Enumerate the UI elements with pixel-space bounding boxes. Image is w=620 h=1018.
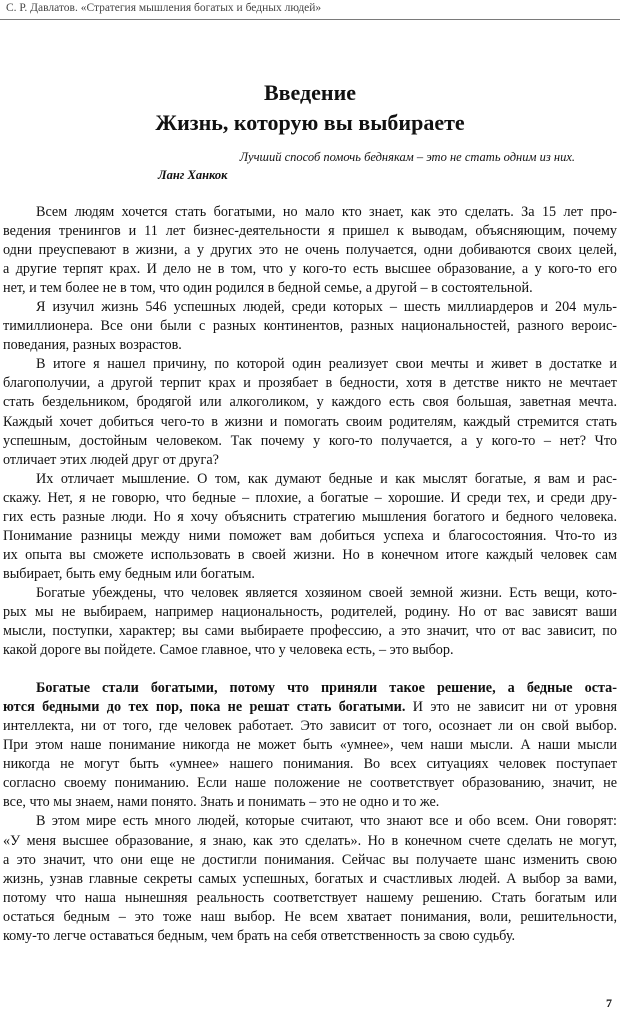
paragraph-6 <box>0 679 620 812</box>
text-line: жизнь, узнав главные секреты самых успешных, богатых и счастливых людей. А выбор за вами, <box>3 870 617 887</box>
text-line: ведения тренингов и 11 лет бизнес-деятельности я пришел к выводам, объясняющим, почему <box>3 223 617 240</box>
text-fragment: И это не зависит ни от уровня <box>405 699 617 716</box>
chapter-title: Введение <box>263 80 357 105</box>
page-number: 7 <box>606 996 612 1010</box>
text-line: мысли, поступки, характер; вы сами выбираете профессию, а это значит, что от вас зависит, по <box>3 623 617 640</box>
text-line: Я изучил жизнь 546 успешных людей, среди которых – шесть миллиардеров и 204 муль- <box>36 299 617 316</box>
header-rule <box>0 19 620 20</box>
paragraph-1 <box>0 203 620 298</box>
paragraph-7 <box>0 812 620 945</box>
text-line: Всем людям хочется стать богатыми, но мало кто знает, как это сделать. За 15 лет про- <box>36 204 617 220</box>
bold-statement: ются бедными до тех пор, пока не решат стать богатыми. <box>3 699 406 716</box>
text-line: кому-то легче оставаться бедным, чем брать на себя ответственность за свою судьбу. <box>3 927 516 944</box>
text-line: никогда не могут быть «умнее» нашего понимания. Во всех ситуациях человек поступает <box>3 756 617 773</box>
text-line: остаться бедным – это тоже наш выбор. Не всем хватает понимания, воли, решительности, <box>3 908 617 925</box>
running-header: С. Р. Давлатов. «Стратегия мышления богатых и бедных людей» <box>6 2 322 14</box>
text-line: В этом мире есть много людей, которые считают, что знают все и обо всем. Они говорят: <box>36 813 617 830</box>
text-line: какой дороге вы пойдете. Самое главное, что у человека есть, – это выбор. <box>3 642 454 659</box>
text-line: Их отличает мышление. О том, как думают бедные и как мыслят богатые, я вам и рас- <box>36 470 617 487</box>
text-line: Каждый хочет добиться чего-то в жизни и помогать своим родителям, каждый стремится стать <box>3 413 617 430</box>
text-line <box>0 698 620 717</box>
text-line: выбирает, быть ему бедным или богатым. <box>3 565 255 582</box>
text-line: одни преуспевают в жизни, а у других это не очень получается, одни добиваются своих целей, <box>3 242 617 259</box>
epigraph-quote: Лучший способ помочь беднякам – это не стать одним из них. <box>239 150 575 164</box>
text-line: согласно своему пониманию. Если наше положение не соответствует образованию, значит, не <box>3 775 617 792</box>
text-line: потому что наша нынешняя реальность соответствует нашему решению. Стать богатым или <box>3 889 617 906</box>
text-line: отличает этих людей друг от друга? <box>3 451 219 468</box>
text-line: Понимание разницы между ними поможет вам добиться успеха и благосостояния. Что-то из <box>3 527 617 544</box>
body-text <box>0 203 620 946</box>
text-line: «У меня высшее образование, я знаю, как это сделать». Но в конечном счете сделать не могут, <box>3 832 617 849</box>
paragraph-4 <box>0 470 620 584</box>
text-line: интеллекта, ни от того, где человек работает. Это зависит от того, осознает ли он свой выбор. <box>3 718 617 735</box>
text-line: стать бездельником, бродягой или алкоголиком, у каждого есть своя большая, заветная мечта. <box>3 394 617 411</box>
text-line: В итоге я нашел причину, по которой один реализует свои мечты и живет в достатке и <box>36 356 617 373</box>
text-line: благополучии, а другой терпит крах и прозябает в бедности, хотя в детстве никто не мечтает <box>3 375 617 392</box>
text-line: успешным, достойным человеком. Так почему у кого-то получается, а у кого-то – нет? Что <box>3 432 617 449</box>
text-line: тимиллионера. Все они были с разных континентов, разных национальностей, разного вероис- <box>3 318 617 335</box>
chapter-subtitle: Жизнь, которую вы выбираете <box>155 110 465 135</box>
text-line: их опыта вы сможете использовать в своей жизни. Но в конечном итоге каждый человек сам <box>3 546 617 563</box>
text-line: скажу. Нет, я не говорю, что бедные – плохие, а богатые – хорошие. И среди тех, и среди дру- <box>3 489 617 506</box>
epigraph-author: Ланг Ханкок <box>158 168 228 182</box>
paragraph-3 <box>0 355 620 469</box>
text-line: нет, и тем более не в том, что один родился в бедной семье, а другой – в состоятельной. <box>3 280 533 297</box>
text-line: а это значит, что они еще не достигли понимания. Сейчас вы получаете шанс изменить свою <box>3 851 617 868</box>
text-line: Богатые убеждены, что человек является хозяином своей земной жизни. Есть вещи, кото- <box>36 584 617 601</box>
text-line: а другие терпят крах. И дело не в том, что у кого-то есть высшее образование, а у кого-то его <box>3 261 617 278</box>
text-line: рых мы не выбираем, например национальность, родителей, родину. Но от вас зависят ваши <box>3 603 617 620</box>
paragraph-2 <box>0 298 620 355</box>
paragraph-5 <box>0 584 620 660</box>
paragraph-gap <box>0 660 620 679</box>
bold-statement: Богатые стали богатыми, потому что приняли такое решение, а бедные оста- <box>36 680 617 697</box>
text-line: гих есть разные люди. Но я хочу объяснить стратегию мышления богатого и бедного человека. <box>3 508 617 525</box>
text-line: все, что мы знаем, нами понято. Знать и понимать – это не одно и то же. <box>3 794 440 811</box>
text-line <box>0 679 620 698</box>
text-line: При этом наше понимание никогда не может быть «умнее», чем наши мысли. А наши мысли <box>3 737 617 754</box>
text-line: поведания, разных возрастов. <box>3 337 182 354</box>
